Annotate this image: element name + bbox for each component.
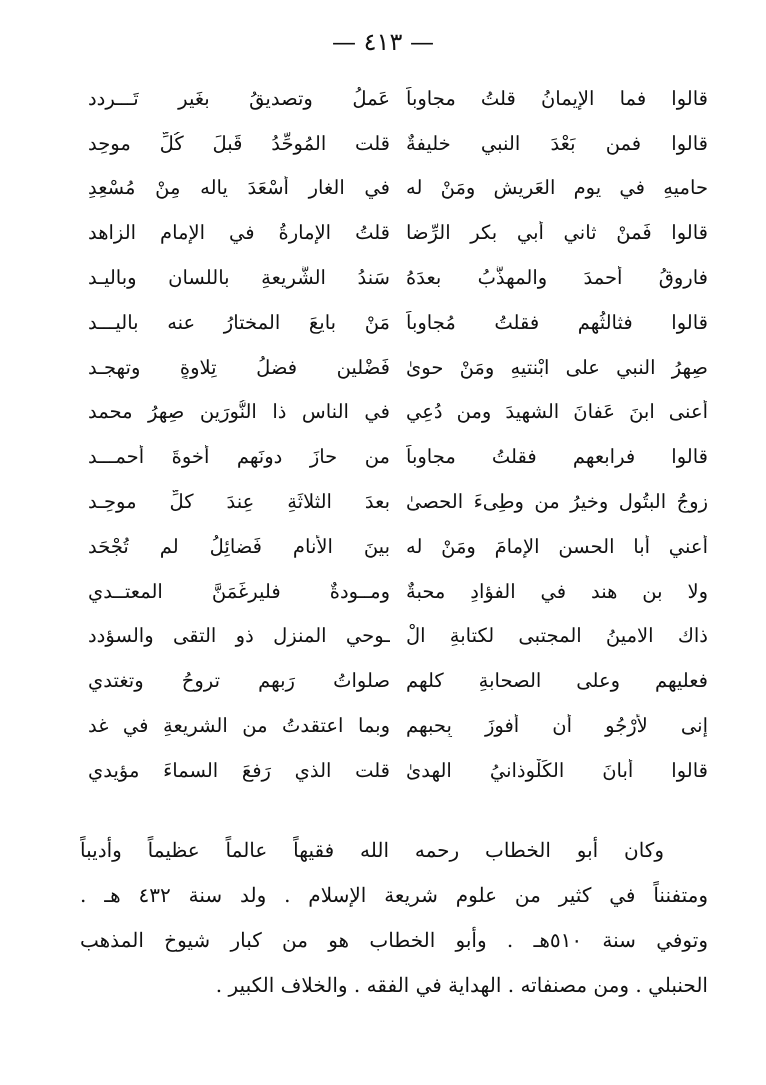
- verse-first-hemistich: أَعنى ابنَ عَفانَ الشهيدَ ومن دُعِي: [406, 400, 708, 424]
- verse-line: [88, 658, 708, 703]
- verse-first-hemistich: حاميهِ في يومِ العَريشِ ومَنْ له: [406, 176, 708, 200]
- verse-line: [88, 748, 708, 793]
- verse-first-hemistich: فاروقُ أَحمدَ والمهذَّبُ بعدَهُ: [406, 266, 708, 290]
- verse-line: [88, 434, 708, 479]
- verse-second-hemistich: عَملُ وتصديقُ بغَيرِ تَـــردد: [88, 86, 390, 110]
- verse-second-hemistich: ـوحي المنزلِ ذو التقى والسؤدد: [88, 624, 390, 648]
- verse-line: [88, 300, 708, 345]
- verse-second-hemistich: قلت المُوحِّدُ قَبلَ كُلِّ موحِد: [88, 131, 390, 155]
- verse-line: [88, 703, 708, 748]
- prose-line: الحنبلي . ومن مصنفاته . الهداية في الفقه . والخلاف الكبير .: [215, 973, 708, 997]
- prose-line: ومتفنناً في كثير من علوم شريعة الإسلام . ولد سنة ٤٣٢ هـ .: [80, 883, 708, 907]
- verse-second-hemistich: في الناسِ ذا النُّورَينِ صِهرُ محمد: [88, 400, 390, 424]
- verse-second-hemistich: بينَ الأَنامِ فَضائِلُ لم تُجْحَد: [88, 534, 390, 558]
- verse-first-hemistich: قالوا أَبانَ الكَلْوذانيُ الهدىٰ: [406, 758, 708, 782]
- page-number: — ٤١٣ —: [332, 28, 434, 56]
- verse-second-hemistich: في الغارِ أَسْعَدَ ياله مِنْ مُسْعِدِ: [88, 176, 390, 200]
- prose-line: وكان أبو الخطاب رحمه الله فقيهاً عالماً عظيماً وأديباً: [80, 838, 664, 862]
- verse-first-hemistich: قالوا فما الإيمانُ قلتُ مجاوباً: [406, 86, 708, 110]
- verse-second-hemistich: قلتُ الإمارةُ في الإمامِ الزاهد: [88, 221, 390, 245]
- verse-first-hemistich: قالوا فرابعهم فقلتُ مجاوباً: [406, 445, 708, 469]
- poem-verses: [88, 76, 708, 793]
- verse-first-hemistich: ولا بن هند في الفؤادِ محبةٌ: [406, 579, 708, 603]
- verse-first-hemistich: أَعني أَبا الحسنِ الإمامَ ومَنْ له: [406, 534, 708, 558]
- verse-line: [88, 255, 708, 300]
- verse-second-hemistich: من حازَ دونَهم أُخوةَ أَحمـــد: [88, 445, 390, 469]
- verse-line: [88, 614, 708, 659]
- verse-first-hemistich: إنى لأرْجُو أن أَفوزَ بِحبهم: [406, 714, 708, 738]
- verse-first-hemistich: قالوا فثالثُهم فقلتُ مُجاوباً: [406, 310, 708, 334]
- verse-first-hemistich: قالوا فَمنْ ثاني أَبي بكرِ الرِّضا: [406, 221, 708, 245]
- verse-first-hemistich: زوجُ البتُولِ وخيرُ من وطِىءَ الحصىٰ: [406, 490, 708, 514]
- verse-first-hemistich: فعليهم وعلى الصحابةِ كلهِم: [406, 669, 708, 693]
- verse-line: [88, 166, 708, 211]
- verse-second-hemistich: قلت الذي رَفعَ السماءَ مؤيدي: [88, 758, 390, 782]
- verse-second-hemistich: ومــودةٌ فليرغَمَنَّ المعتــدي: [88, 579, 390, 603]
- verse-second-hemistich: بعدَ الثلاثَةِ عِندَ كلِّ موحِـد: [88, 490, 390, 514]
- verse-second-hemistich: صلواتُ رَبهم تروحُ وتغتدي: [88, 669, 390, 693]
- prose-line: وتوفي سنة ٥١٠هـ . وأبو الخطاب هو من كبار شيوخ المذهب: [80, 928, 708, 952]
- verse-second-hemistich: فَضْلينِ فضلُ تِلاوةٍ وتهجـد: [88, 355, 390, 379]
- verse-first-hemistich: صِهرُ النبي على ابْنتيهِ ومَنْ حوىٰ: [406, 355, 708, 379]
- verse-second-hemistich: سَندُ الشَّريعةِ باللسانِ وباليـد: [88, 266, 390, 290]
- verse-line: [88, 479, 708, 524]
- prose-paragraph: [80, 828, 708, 1008]
- verse-first-hemistich: ذاك الامينُ المجتبى لكتابةِ الْ: [406, 624, 708, 648]
- verse-line: [88, 390, 708, 435]
- verse-line: [88, 524, 708, 569]
- verse-first-hemistich: قالوا فمن بَعْدَ النبي خليفةٌ: [406, 131, 708, 155]
- verse-line: [88, 210, 708, 255]
- verse-second-hemistich: مَنْ بايعَ المختارُ عنه باليـــد: [88, 310, 390, 334]
- verse-second-hemistich: وبما اعتقدتُ من الشريعةِ في غد: [88, 714, 390, 738]
- verse-line: [88, 569, 708, 614]
- verse-line: [88, 121, 708, 166]
- verse-line: [88, 345, 708, 390]
- verse-line: [88, 76, 708, 121]
